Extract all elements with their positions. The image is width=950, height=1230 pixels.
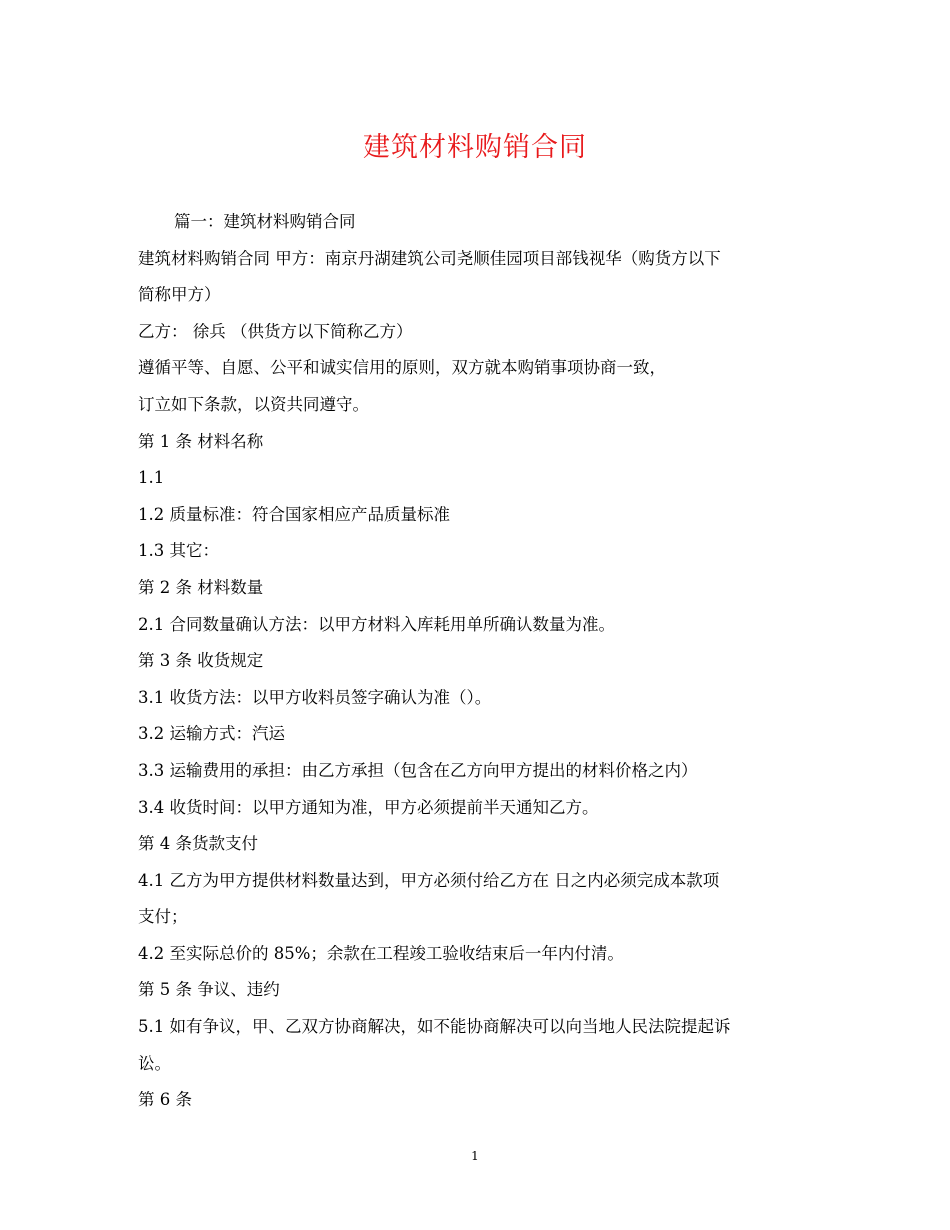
clause-2-1: 2.1 合同数量确认方法：以甲方材料入库耗用单所确认数量为准。 (138, 614, 615, 634)
clause-4-1: 4.1 乙方为甲方提供材料数量达到，甲方必须付给乙方在 日之内必须完成本款项 (138, 870, 720, 890)
contract-principle: 遵循平等、自愿、公平和诚实信用的原则，双方就本购销事项协商一致， (138, 358, 666, 378)
page-number: 1 (471, 1149, 479, 1163)
document-body (138, 204, 814, 1119)
contract-party-a: 建筑材料购销合同 甲方：南京丹湖建筑公司尧顺佳园项目部钱视华（购货方以下 (138, 248, 721, 268)
clause-1-3: 1.3 其它： (138, 541, 219, 561)
article-5-heading: 第 5 条 争议、违约 (138, 980, 280, 1000)
clause-5-1: 5.1 如有争议，甲、乙双方协商解决，如不能协商解决可以向当地人民法院提起诉 (138, 1017, 731, 1037)
contract-party-b: 乙方： 徐兵 （供货方以下简称乙方） (138, 321, 413, 341)
article-4-heading: 第 4 条货款支付 (138, 834, 258, 854)
clause-4-1-continued: 支付； (138, 907, 188, 927)
clause-1-1: 1.1 (138, 468, 165, 488)
clause-3-3: 3.3 运输费用的承担：由乙方承担（包含在乙方向甲方提出的材料价格之内） (138, 760, 698, 780)
section-heading: 篇一：建筑材料购销合同 (174, 212, 356, 231)
contract-party-a-continued: 简称甲方） (138, 285, 221, 305)
clause-1-2: 1.2 质量标准：符合国家相应产品质量标准 (138, 504, 450, 524)
article-2-heading: 第 2 条 材料数量 (138, 577, 264, 597)
clause-5-1-continued: 讼。 (138, 1053, 171, 1073)
clause-3-4: 3.4 收货时间：以甲方通知为准，甲方必须提前半天通知乙方。 (138, 797, 599, 817)
clause-3-2: 3.2 运输方式：汽运 (138, 724, 285, 744)
clause-3-1: 3.1 收货方法：以甲方收料员签字确认为准（）。 (138, 687, 492, 707)
contract-principle-continued: 订立如下条款，以资共同遵守。 (138, 394, 369, 414)
article-1-heading: 第 1 条 材料名称 (138, 431, 264, 451)
clause-4-2: 4.2 至实际总价的 85%；余款在工程竣工验收结束后一年内付清。 (138, 943, 624, 963)
article-6-heading: 第 6 条 (138, 1090, 192, 1110)
document-title: 建筑材料购销合同 (363, 132, 587, 163)
article-3-heading: 第 3 条 收货规定 (138, 651, 264, 671)
